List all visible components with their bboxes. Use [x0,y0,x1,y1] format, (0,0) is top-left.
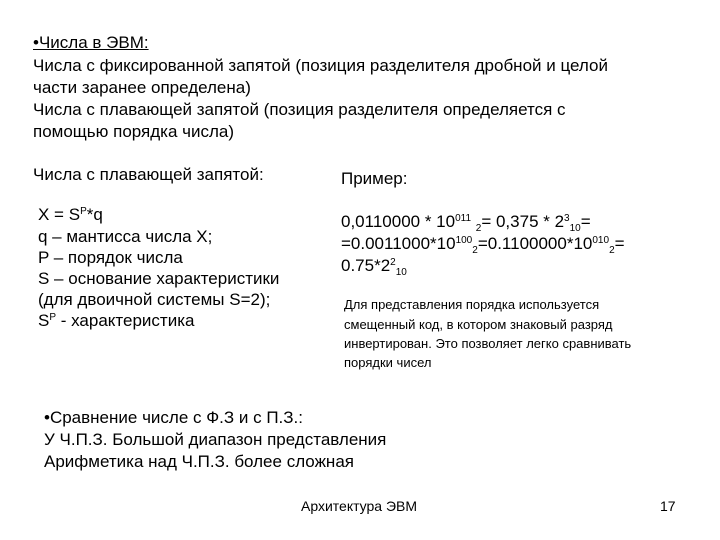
example-line-2: $=0.0011000*10^{100}_2=0.1100000*10^{010}_2=$ [341,234,625,256]
compare-line-range: У Ч.П.З. Большой диапазон представления [44,430,387,449]
note-line-4: порядки чисел [344,355,432,370]
example-line-3: $0.75*2^2_{10}$ [341,256,407,278]
example-heading: Пример: [341,169,408,188]
page-number: 17 [660,498,676,514]
intro-heading [33,33,149,52]
def-s-2: (для двоичной системы S=2); [38,290,271,309]
intro-line-float-1: Числа с плавающей запятой (позиция разделителя определяется с [33,100,566,119]
note-line-1: Для представления порядка используется [344,297,600,312]
formula-x: $X = S^P*q$ [38,205,103,224]
def-characteristic: $S^P$ - характеристика [38,311,195,330]
def-q: q – мантисса числа X; [38,227,213,246]
example-line-1: $0,0110000 * 10^{011}$ $_2= 0,375 * 2^3_{10}=$ [341,212,591,234]
def-s-1: S – основание характеристики [38,269,280,288]
intro-heading-text: •Числа в ЭВМ: [33,33,149,52]
intro-line-fixed-2: части заранее определена) [33,78,251,97]
compare-heading: •Сравнение числе с Ф.З и с П.З.: [44,408,303,427]
footer-title: Архитектура ЭВМ [301,498,418,514]
intro-line-fixed-1: Числа с фиксированной запятой (позиция разделителя дробной и целой [33,56,608,75]
note-line-2: смещенный код, в котором знаковый разряд [344,317,613,332]
def-p: P – порядок числа [38,248,183,267]
left-heading: Числа с плавающей запятой: [33,165,264,184]
note-line-3: инвертирован. Это позволяет легко сравнивать [344,336,632,351]
intro-line-float-2: помощью порядка числа) [33,122,235,141]
compare-line-arith: Арифметика над Ч.П.З. более сложная [44,452,354,471]
